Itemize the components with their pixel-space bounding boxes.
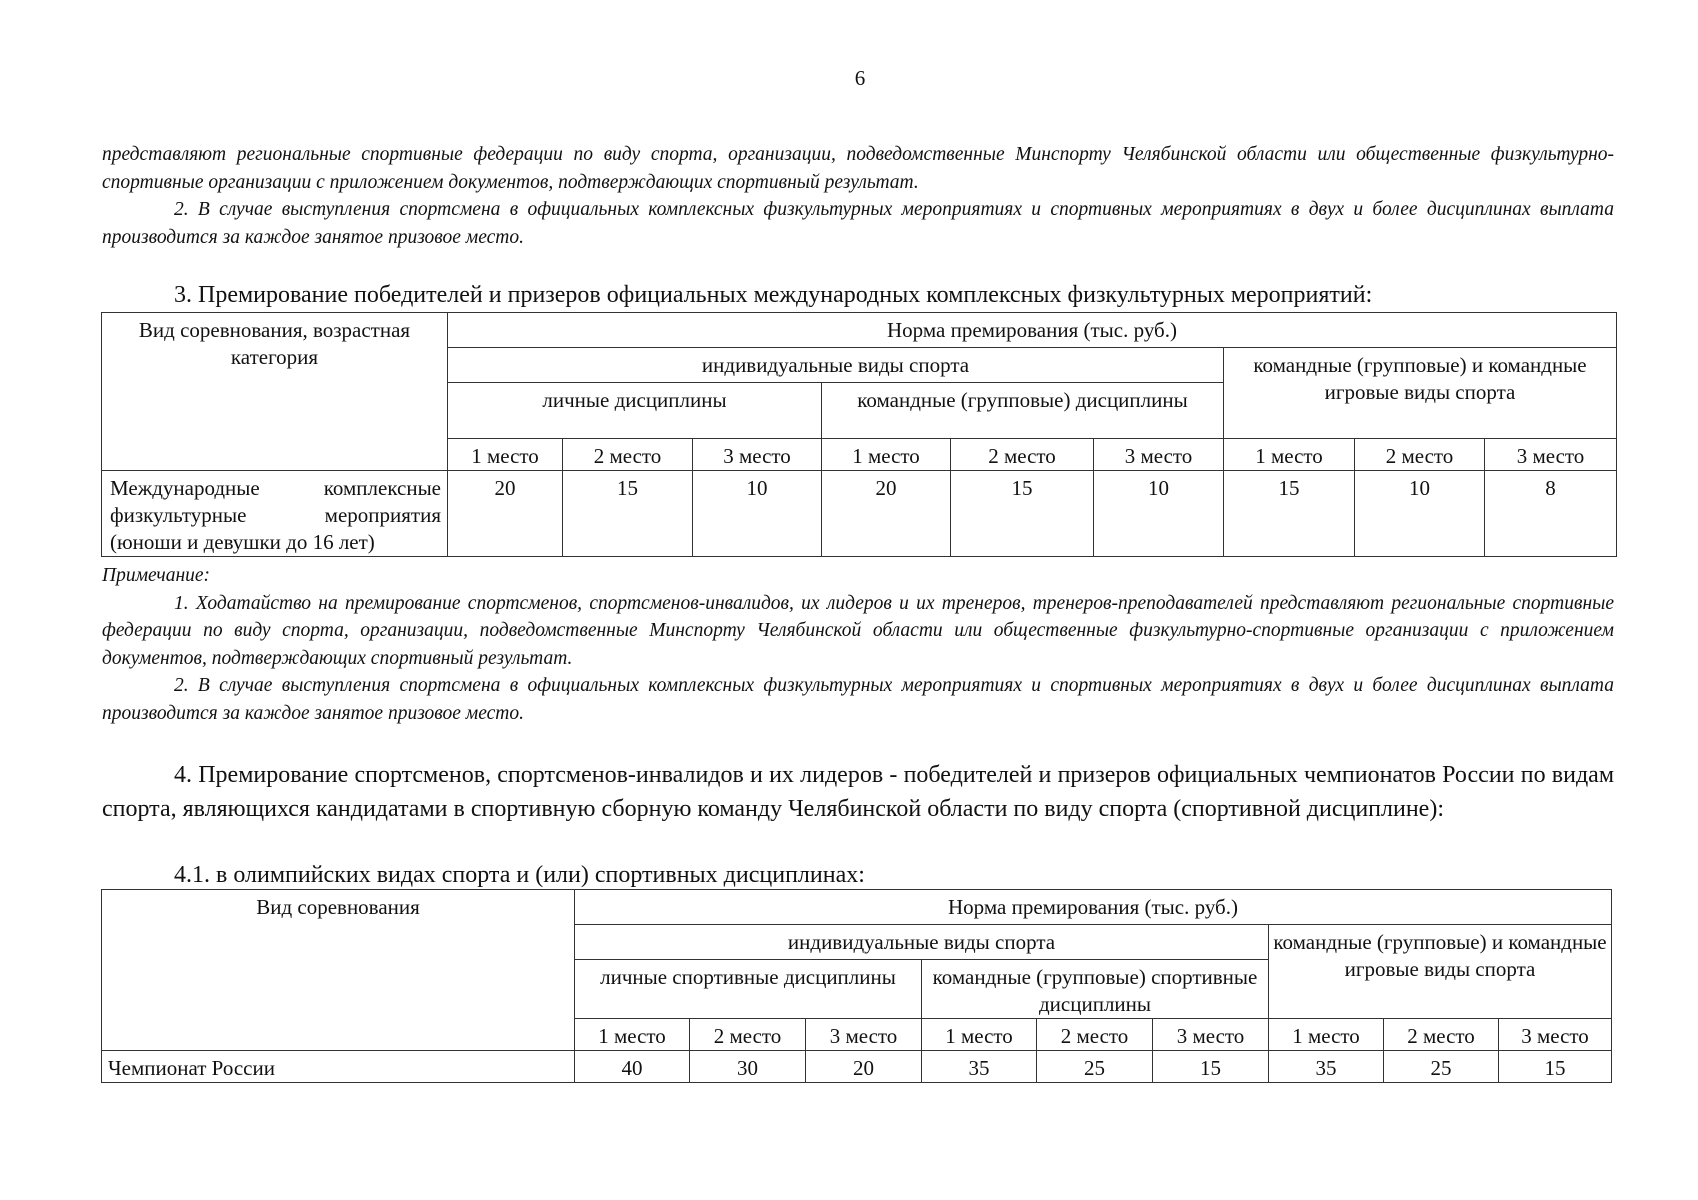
table-cell: 8 xyxy=(1485,471,1617,557)
table-cell: 40 xyxy=(575,1051,690,1083)
section-4-table xyxy=(101,889,1612,1083)
header-place: 3 место xyxy=(806,1019,922,1051)
table-row xyxy=(102,1051,1612,1083)
table-cell: 20 xyxy=(822,471,951,557)
section-3-notes xyxy=(102,562,1614,727)
header-team-sports: командные (групповые) и командные игровые виды спорта xyxy=(1224,348,1617,439)
header-place: 1 место xyxy=(922,1019,1037,1051)
header-team-sports: командные (групповые) и командные игровые виды спорта xyxy=(1269,925,1612,1019)
header-place: 2 место xyxy=(1355,439,1485,471)
table-cell: 15 xyxy=(1499,1051,1612,1083)
note-2: 2. В случае выступления спортсмена в официальных комплексных физкультурных мероприятиях и спортивных мероприятиях в двух и более дисциплинах выплата производится за каждое занятое призовое место. xyxy=(102,675,1614,724)
header-place: 3 место xyxy=(1094,439,1224,471)
header-competition-category: Вид соревнования, возрастная категория xyxy=(102,313,448,471)
header-place: 3 место xyxy=(1153,1019,1269,1051)
header-place: 1 место xyxy=(448,439,563,471)
header-place: 1 место xyxy=(1269,1019,1384,1051)
table-cell: 15 xyxy=(1224,471,1355,557)
header-team-disciplines: командные (групповые) дисциплины xyxy=(822,383,1224,439)
section-4-heading: 4. Премирование спортсменов, спортсменов-инвалидов и их лидеров - победителей и призеров официальных чемпионатов России по видам спорта, являющихся кандидатами в спортивную сборную команду Челябинской области по виду спорта (спортивной дисциплине): xyxy=(102,762,1614,822)
header-team-disciplines: командные (групповые) спортивные дисциплины xyxy=(922,960,1269,1019)
table-cell: 20 xyxy=(448,471,563,557)
top-note-continuation: представляют региональные спортивные федерации по виду спорта, организации, подведомственные Минспорту Челябинской области или общественные физкультурно-спортивные организации с приложением документов, подтверждающих спортивный результат. xyxy=(102,144,1614,193)
table-cell: 35 xyxy=(922,1051,1037,1083)
table-cell: 35 xyxy=(1269,1051,1384,1083)
top-notes xyxy=(102,141,1614,251)
header-place: 3 место xyxy=(1485,439,1617,471)
table-cell: 30 xyxy=(690,1051,806,1083)
table-cell: 15 xyxy=(1153,1051,1269,1083)
header-place: 2 место xyxy=(951,439,1094,471)
table-cell: 20 xyxy=(806,1051,922,1083)
header-place: 2 место xyxy=(690,1019,806,1051)
header-place: 2 место xyxy=(563,439,693,471)
row-label: Чемпионат России xyxy=(102,1051,575,1083)
header-place: 2 место xyxy=(1384,1019,1499,1051)
header-norm: Норма премирования (тыс. руб.) xyxy=(448,313,1617,348)
table-cell: 10 xyxy=(693,471,822,557)
header-place: 1 место xyxy=(575,1019,690,1051)
table-cell: 10 xyxy=(1355,471,1485,557)
top-note-2: 2. В случае выступления спортсмена в официальных комплексных физкультурных мероприятиях и спортивных мероприятиях в двух и более дисциплинах выплата производится за каждое занятое призовое место. xyxy=(102,199,1614,248)
table-cell: 15 xyxy=(563,471,693,557)
note-1: 1. Ходатайство на премирование спортсменов, спортсменов-инвалидов, их лидеров и их тренеров, тренеров-преподавателей представляют региональные спортивные федерации по виду спорта, организации, подведомственные Минспорту Челябинской области или общественные физкультурно-спортивные организации с приложением документов, подтверждающих спортивный результат. xyxy=(102,592,1614,669)
page-number: 6 xyxy=(854,66,866,90)
header-place: 2 место xyxy=(1037,1019,1153,1051)
table-cell: 25 xyxy=(1384,1051,1499,1083)
header-norm: Норма премирования (тыс. руб.) xyxy=(575,890,1612,925)
header-personal-disciplines: личные спортивные дисциплины xyxy=(575,960,922,1019)
table-cell: 25 xyxy=(1037,1051,1153,1083)
section-3-heading: 3. Премирование победителей и призеров официальных международных комплексных физкультурных мероприятий: xyxy=(174,282,1373,308)
table-row xyxy=(102,471,1617,557)
header-competition: Вид соревнования xyxy=(102,890,575,1051)
section-3-table xyxy=(101,312,1617,557)
note-label: Примечание: xyxy=(102,565,211,586)
header-place: 1 место xyxy=(822,439,951,471)
table-cell: 15 xyxy=(951,471,1094,557)
header-place: 1 место xyxy=(1224,439,1355,471)
header-place: 3 место xyxy=(1499,1019,1612,1051)
section-4-1-heading: 4.1. в олимпийских видах спорта и (или) спортивных дисциплинах: xyxy=(174,862,865,888)
header-personal-disciplines: личные дисциплины xyxy=(448,383,822,439)
table-cell: 10 xyxy=(1094,471,1224,557)
header-individual-sports: индивидуальные виды спорта xyxy=(448,348,1224,383)
header-place: 3 место xyxy=(693,439,822,471)
header-individual-sports: индивидуальные виды спорта xyxy=(575,925,1269,960)
row-label: Международные комплексные физкультурные мероприятия (юноши и девушки до 16 лет) xyxy=(102,471,448,557)
